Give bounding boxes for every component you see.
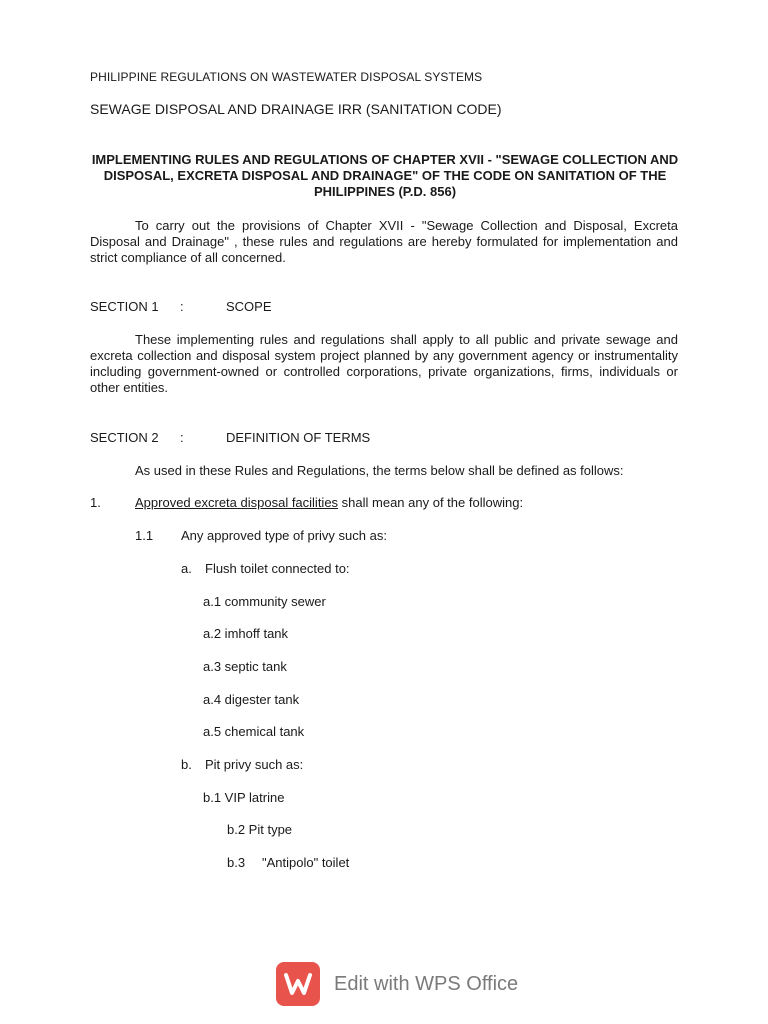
list-a-item: a.5 chemical tank xyxy=(203,724,305,739)
list-b-item-text: "Antipolo" toilet xyxy=(262,855,350,870)
edit-with-wps-link[interactable]: Edit with WPS Office xyxy=(334,973,519,995)
list-b-item: b.2 Pit type xyxy=(227,822,293,837)
list-a-item: a.2 imhoff tank xyxy=(203,626,289,641)
list-a-item: a.3 septic tank xyxy=(203,659,287,674)
list-b-text: Pit privy such as: xyxy=(205,757,304,772)
section-2-colon: : xyxy=(180,430,184,445)
main-heading: IMPLEMENTING RULES AND REGULATIONS OF CHAPTER XVII - "SEWAGE COLLECTION AND DISPOSAL, EXCRETA DISPOSAL AND DRAINAGE" OF THE CODE ON SANITATION OF THE PHILIPPINES (P.D. 856) xyxy=(91,152,679,199)
list-a-text: Flush toilet connected to: xyxy=(205,561,350,576)
section-1-body: These implementing rules and regulations shall apply to all public and private sewage and excreta collection and disposal system project planned by any government agency or instrumentality including government-owned or controlled corporations, private organizations, firms, individuals or other entities. xyxy=(90,332,678,395)
list-b-item: b.1 VIP latrine xyxy=(203,790,285,805)
section-1-number: SECTION 1 xyxy=(90,299,159,314)
item-1-rest: shall mean any of the following: xyxy=(338,495,524,510)
intro-paragraph: To carry out the provisions of Chapter XVII - "Sewage Collection and Disposal, Excreta Disposal and Drainage" , these rules and regulations are hereby formulated for implementation and strict compliance of all concerned. xyxy=(90,218,678,265)
list-a-label: a. xyxy=(181,561,192,576)
section-2-title: DEFINITION OF TERMS xyxy=(226,430,371,445)
section-1-title: SCOPE xyxy=(226,299,272,314)
item-1-definition xyxy=(135,495,523,511)
list-a-item: a.4 digester tank xyxy=(203,692,300,707)
wps-office-logo-icon[interactable] xyxy=(276,962,320,1006)
item-1-term: Approved excreta disposal facilities xyxy=(135,495,339,510)
section-2-number: SECTION 2 xyxy=(90,430,159,445)
document-title: PHILIPPINE REGULATIONS ON WASTEWATER DISPOSAL SYSTEMS xyxy=(90,70,483,84)
section-2-lead: As used in these Rules and Regulations, the terms below shall be defined as follows: xyxy=(135,463,624,478)
sub-1-1-text: Any approved type of privy such as: xyxy=(181,528,387,543)
list-b-item-label: b.3 xyxy=(227,855,246,870)
list-b-label: b. xyxy=(181,757,192,772)
sub-1-1-number: 1.1 xyxy=(135,528,154,543)
section-1-colon: : xyxy=(180,299,184,314)
item-1-number: 1. xyxy=(90,495,101,510)
document-subtitle: SEWAGE DISPOSAL AND DRAINAGE IRR (SANITATION CODE) xyxy=(90,101,502,117)
list-a-item: a.1 community sewer xyxy=(203,594,326,609)
